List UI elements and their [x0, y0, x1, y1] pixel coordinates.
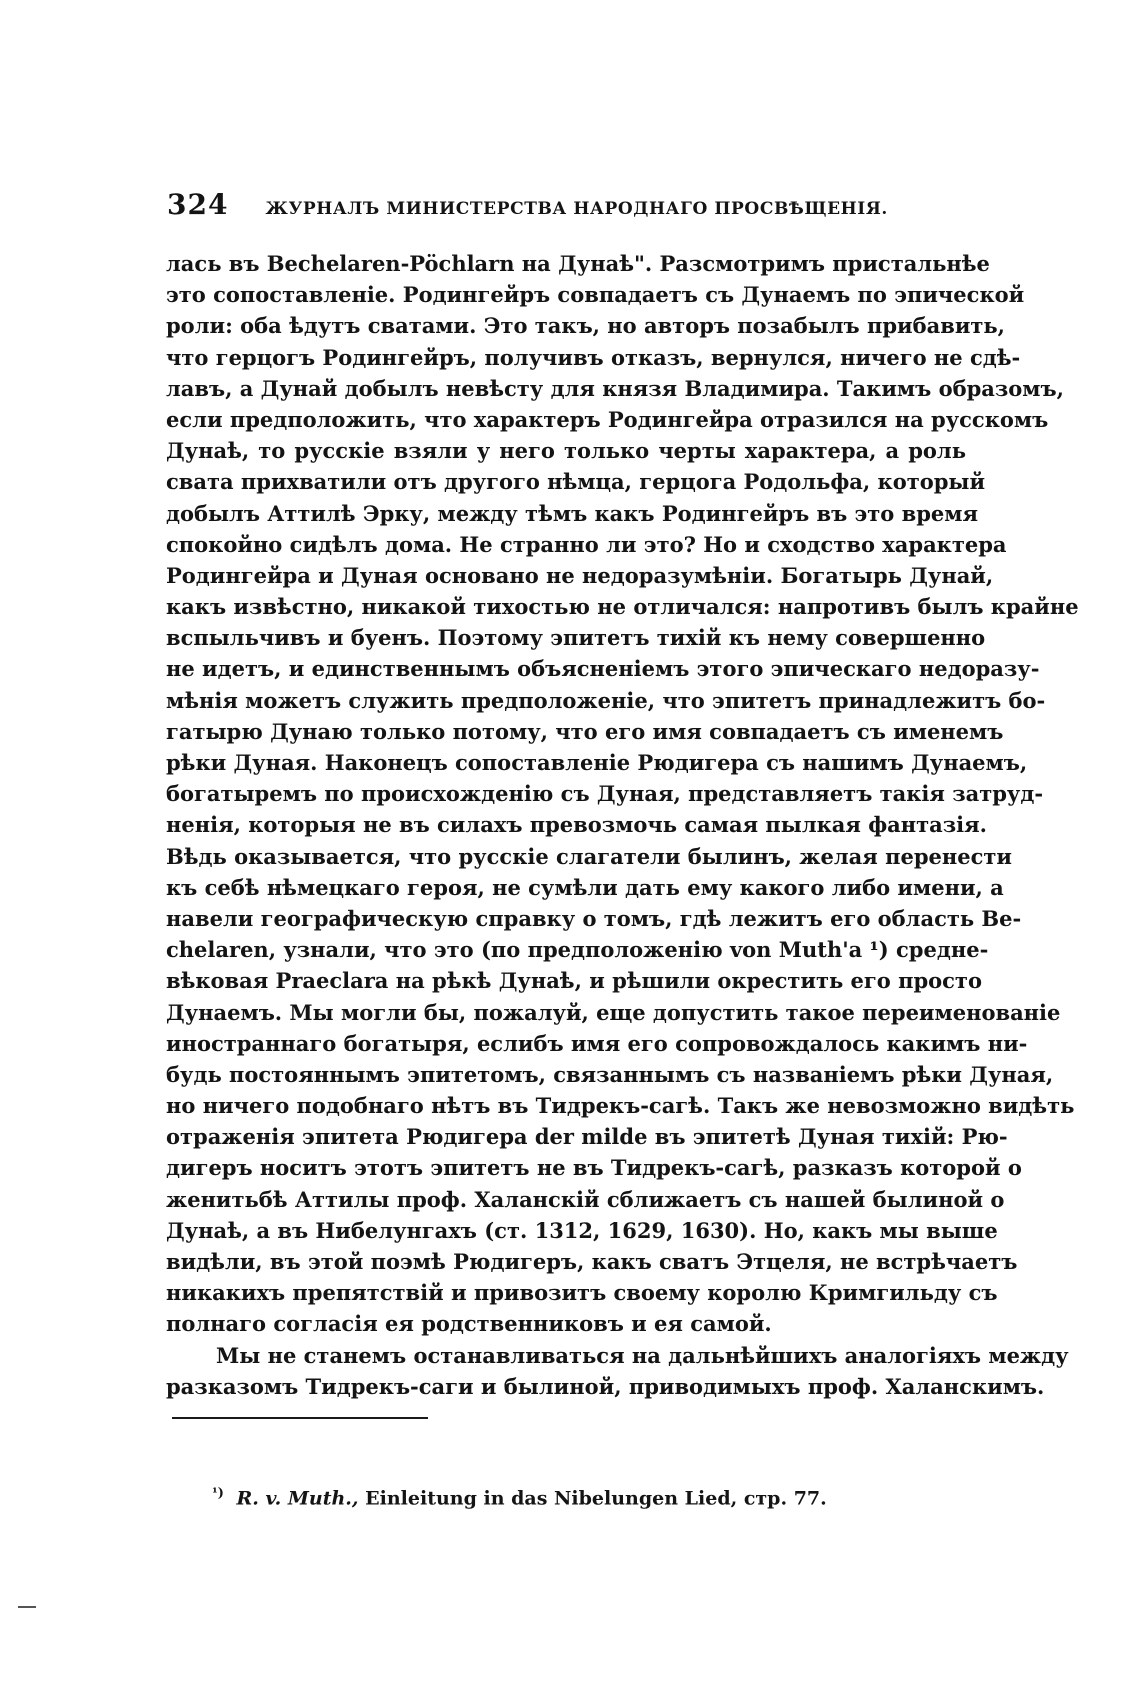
text-line: если предположить, что характеръ Родингейра отразился на русскомъ — [166, 406, 1049, 432]
text-line: къ себѣ нѣмецкаго героя, не сумѣли дать ему какого либо имени, а — [166, 874, 1004, 900]
text-line: какъ извѣстно, никакой тихостью не отличался: напротивъ былъ крайне — [166, 594, 1079, 620]
text-line: chelaren, узнали, что это (по предположенію von Muth'a ¹) средне- — [166, 937, 989, 963]
text-line: дигеръ носитъ этотъ эпитетъ не въ Тидрекъ-сагѣ, разказъ которой о — [166, 1155, 1022, 1181]
body-text — [166, 248, 1079, 1402]
text-line: рѣки Дуная. Наконецъ сопоставленіе Рюдигера съ нашимъ Дунаемъ, — [166, 750, 1028, 775]
footnote — [212, 1486, 827, 1509]
text-line: Дунаѣ, то русскіе взяли у него только черты характера, а роль — [166, 438, 966, 464]
text-line: мѣнія можетъ служить предположеніе, что эпитетъ принадлежитъ бо- — [166, 687, 1046, 713]
text-line: лась въ Bechelaren-Pöchlarn на Дунаѣ". Разсмотримъ пристальнѣе — [166, 251, 990, 276]
footnote-marker: ¹) — [212, 1486, 224, 1501]
paragraph-start-line: Мы не станемъ останавливаться на дальнѣйшихъ аналогіяхъ между — [216, 1342, 1069, 1368]
text-line: никакихъ препятствій и привозитъ своему королю Кримгильду съ — [166, 1280, 998, 1306]
footnote-divider — [172, 1417, 428, 1419]
text-line: лавъ, а Дунай добылъ невѣсту для князя Владимира. Такимъ образомъ, — [166, 375, 1064, 401]
text-line: Родингейра и Дуная основано не недоразумѣніи. Богатырь Дунай, — [166, 562, 994, 588]
text-line: видѣли, въ этой поэмѣ Рюдигеръ, какъ сватъ Этцеля, не встрѣчаетъ — [166, 1249, 1018, 1274]
page-number: 324 — [167, 188, 229, 221]
text-line: но ничего подобнаго нѣтъ въ Тидрекъ-сагѣ. Такъ же невозможно видѣть — [166, 1093, 1075, 1119]
text-line: Дунаѣ, а въ Нибелунгахъ (ст. 1312, 1629, 1630). Но, какъ мы выше — [166, 1217, 998, 1243]
text-line: ненія, которыя не въ силахъ превозмочь самая пылкая фантазія. — [166, 812, 987, 838]
text-line: вспыльчивъ и буенъ. Поэтому эпитетъ тихій къ нему совершенно — [166, 625, 986, 651]
text-line: Вѣдь оказывается, что русскіе слагатели былинъ, желая перенести — [166, 843, 1012, 869]
running-head: ЖУРНАЛЪ МИНИСТЕРСТВА НАРОДНАГО ПРОСВѢЩЕНІЯ. — [265, 199, 888, 219]
text-line: гатырю Дунаю только потому, что его имя совпадаетъ съ именемъ — [166, 718, 1004, 744]
text-line: это сопоставленіе. Родингейръ совпадаетъ съ Дунаемъ по эпической — [166, 282, 1025, 308]
text-line: навели географическую справку о томъ, гдѣ лежитъ его область Be- — [166, 905, 1022, 931]
text-line: Дунаемъ. Мы могли бы, пожалуй, еще допустить такое переименованіе — [166, 999, 1061, 1025]
text-line: добылъ Аттилѣ Эрку, между тѣмъ какъ Родингейръ въ это время — [166, 500, 979, 526]
text-line: иностраннаго богатыря, еслибъ имя его сопровождалось какимъ ни- — [166, 1030, 1028, 1056]
text-line: полнаго согласія ея родственниковъ и ея самой. — [166, 1311, 772, 1337]
text-line: что герцогъ Родингейръ, получивъ отказъ, вернулся, ничего не сдѣ- — [166, 344, 1021, 370]
text-line: не идетъ, и единственнымъ объясненіемъ этого эпическаго недоразу- — [166, 656, 1040, 682]
text-line: женитьбѣ Аттилы проф. Халанскій сближаетъ съ нашей былиной о — [166, 1186, 1005, 1212]
text-line: спокойно сидѣлъ дома. Не странно ли это? Но и сходство характера — [166, 531, 1007, 557]
text-line: богатыремъ по происхожденію съ Дуная, представляетъ такія затруд- — [166, 781, 1044, 807]
footnote-text: Einleitung in das Nibelungen Lied, стр. 77. — [365, 1487, 827, 1510]
text-line: свата прихватили отъ другого нѣмца, герцога Родольфа, который — [166, 469, 986, 495]
text-line: роли: оба ѣдутъ сватами. Это такъ, но авторъ позабылъ прибавить, — [166, 313, 1005, 339]
page-header — [167, 188, 987, 224]
text-line: разказомъ Тидрекъ-саги и былиной, приводимыхъ проф. Халанскимъ. — [166, 1373, 1045, 1399]
text-line: будь постояннымъ эпитетомъ, связаннымъ съ названіемъ рѣки Дуная, — [166, 1061, 1054, 1087]
text-line: вѣковая Praeclara на рѣкѣ Дунаѣ, и рѣшили окрестить его просто — [166, 968, 982, 994]
text-line: отраженія эпитета Рюдигера der milde въ эпитетѣ Дуная тихій: Рю- — [166, 1124, 1008, 1150]
margin-mark — [18, 1606, 36, 1608]
footnote-author: R. v. Muth., — [236, 1487, 359, 1510]
